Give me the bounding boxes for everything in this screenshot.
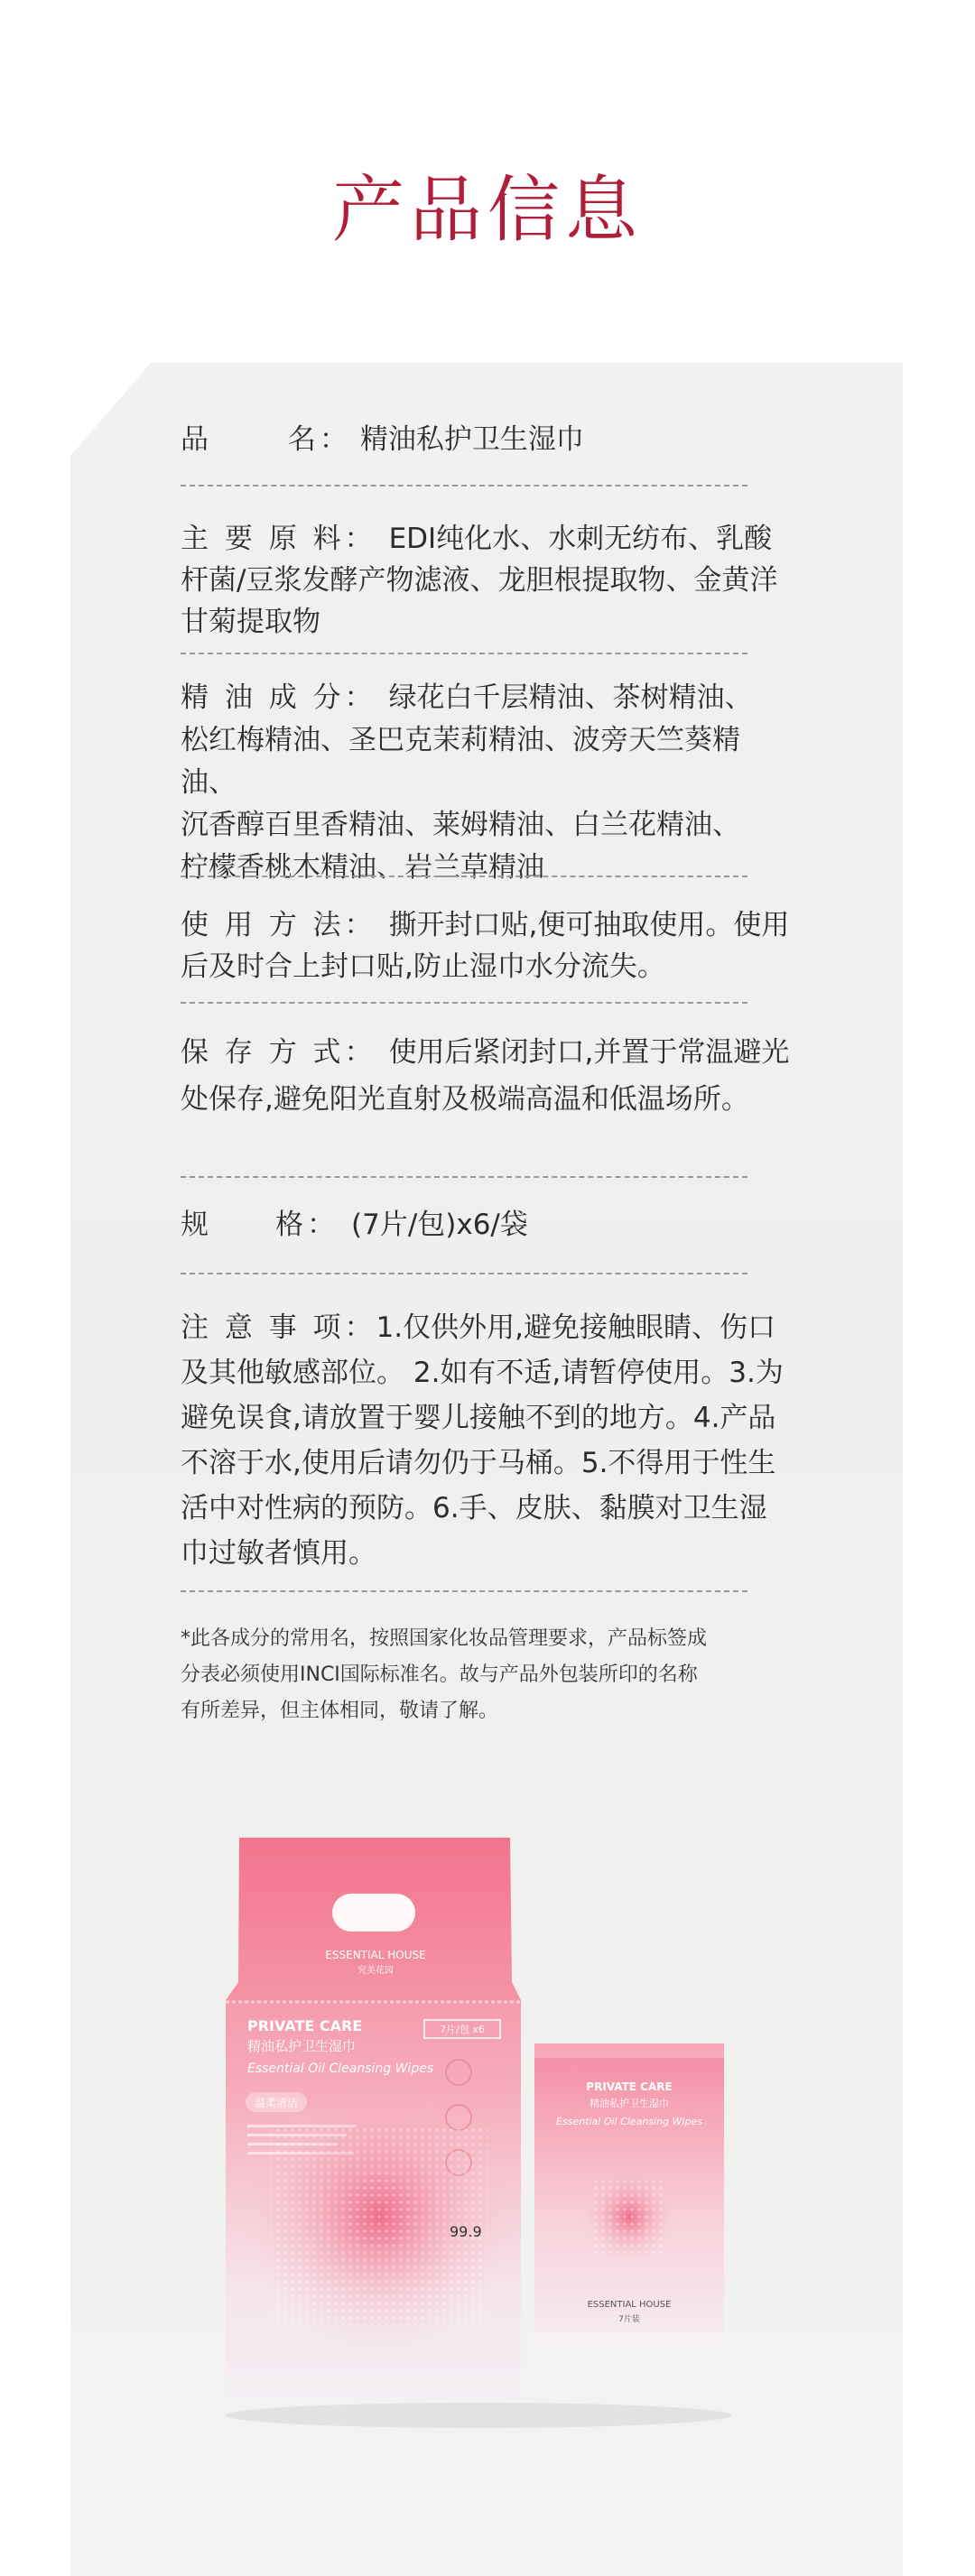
notes-label: 注 意 事 项： <box>181 1311 376 1344</box>
product-photo <box>217 1838 758 2433</box>
bag-stat: 99.9 <box>450 2223 482 2240</box>
bag-handle-hole <box>332 1894 415 1932</box>
bag-name-script: Essential Oil Cleansing Wipes <box>247 2062 434 2076</box>
spec-label: 规 格： <box>181 1209 339 1241</box>
ingredients-value: EDI纯化水、水刺无纺布、乳酸杆菌/豆浆发酵产物滤液、龙胆根提取物、金黄洋甘菊提取物 <box>181 523 778 638</box>
footnote <box>181 1621 758 1729</box>
bag-brand-en: ESSENTIAL HOUSE <box>325 1949 426 1961</box>
divider <box>181 485 748 486</box>
product-name-value: 精油私护卫生湿巾 <box>359 423 584 456</box>
bag-spec-badge: 7片/包 x6 <box>440 2024 485 2035</box>
pack-brand-en: ESSENTIAL HOUSE <box>587 2300 672 2310</box>
spec-value: (7片/包)x6/袋 <box>351 1209 528 1241</box>
product-name-row <box>181 419 794 460</box>
spec-row <box>181 1204 794 1246</box>
oils-label: 精 油 成 分： <box>181 681 376 714</box>
pack-name-script: Essential Oil Cleansing Wipes <box>556 2116 702 2127</box>
bag-tag: 温柔清洁 <box>254 2097 299 2109</box>
pack-count: 7片装 <box>618 2315 640 2324</box>
bag-line-en: PRIVATE CARE <box>247 2017 363 2034</box>
footnote-line-3: 有所差异，但主体相同，敬请了解。 <box>181 1700 499 1722</box>
divider <box>181 876 748 877</box>
divider <box>181 1273 748 1274</box>
bag-name-cn: 精油私护卫生湿巾 <box>247 2038 357 2054</box>
divider <box>181 653 748 654</box>
ingredients-row <box>181 518 794 643</box>
ingredients-label: 主 要 原 料： <box>181 523 376 555</box>
divider <box>181 1002 748 1004</box>
usage-label: 使 用 方 法： <box>181 909 376 941</box>
small-pack <box>534 2043 724 2347</box>
oils-line-1: 绿花白千层精油、茶树精油、 <box>388 681 753 714</box>
oils-line-3: 沉香醇百里香精油、莱姆精油、白兰花精油、 <box>181 809 740 841</box>
usage-value: 撕开封口贴,便可抽取使用。使用后及时合上封口贴,防止湿巾水分流失。 <box>181 909 790 983</box>
oils-row <box>181 677 794 889</box>
notes-row <box>181 1305 794 1576</box>
usage-row <box>181 904 794 987</box>
pack-name-cn: 精油私护卫生湿巾 <box>590 2098 669 2109</box>
divider <box>181 1176 748 1178</box>
footnote-line-1: *此各成分的常用名，按照国家化妆品管理要求，产品标签成 <box>181 1627 708 1650</box>
bag-brand-cn: 究美花园 <box>358 1966 394 1976</box>
oils-line-4: 柠檬香桃木精油、岩兰草精油 <box>181 851 544 884</box>
product-name-label: 品 名： <box>181 423 351 456</box>
footnote-line-2: 分表必须使用INCI国际标准名。故与产品外包装所印的名称 <box>181 1663 698 1686</box>
large-bag <box>226 1838 521 2397</box>
pack-line-en: PRIVATE CARE <box>586 2080 673 2093</box>
storage-label: 保 存 方 式： <box>181 1036 376 1069</box>
divider <box>181 1590 748 1592</box>
storage-row <box>181 1029 794 1123</box>
page-title: 产品信息 <box>332 168 643 252</box>
notes-value: 1.仅供外用,避免接触眼睛、伤口及其他敏感部位。 2.如有不适,请暂停使用。3.为避免误食,请放置于婴儿接触不到的地方。4.产品不溶于水,使用后请勿仍于马桶。5.不得用于性生活中对性病的预防。6.手、皮肤、黏膜对卫生湿巾过敏者慎用。 <box>181 1311 784 1570</box>
storage-value: 使用后紧闭封口,并置于常温避光处保存,避免阳光直射及极端高温和低温场所。 <box>181 1036 790 1116</box>
oils-line-2: 松红梅精油、圣巴克茉莉精油、波旁天竺葵精油、 <box>181 724 740 799</box>
